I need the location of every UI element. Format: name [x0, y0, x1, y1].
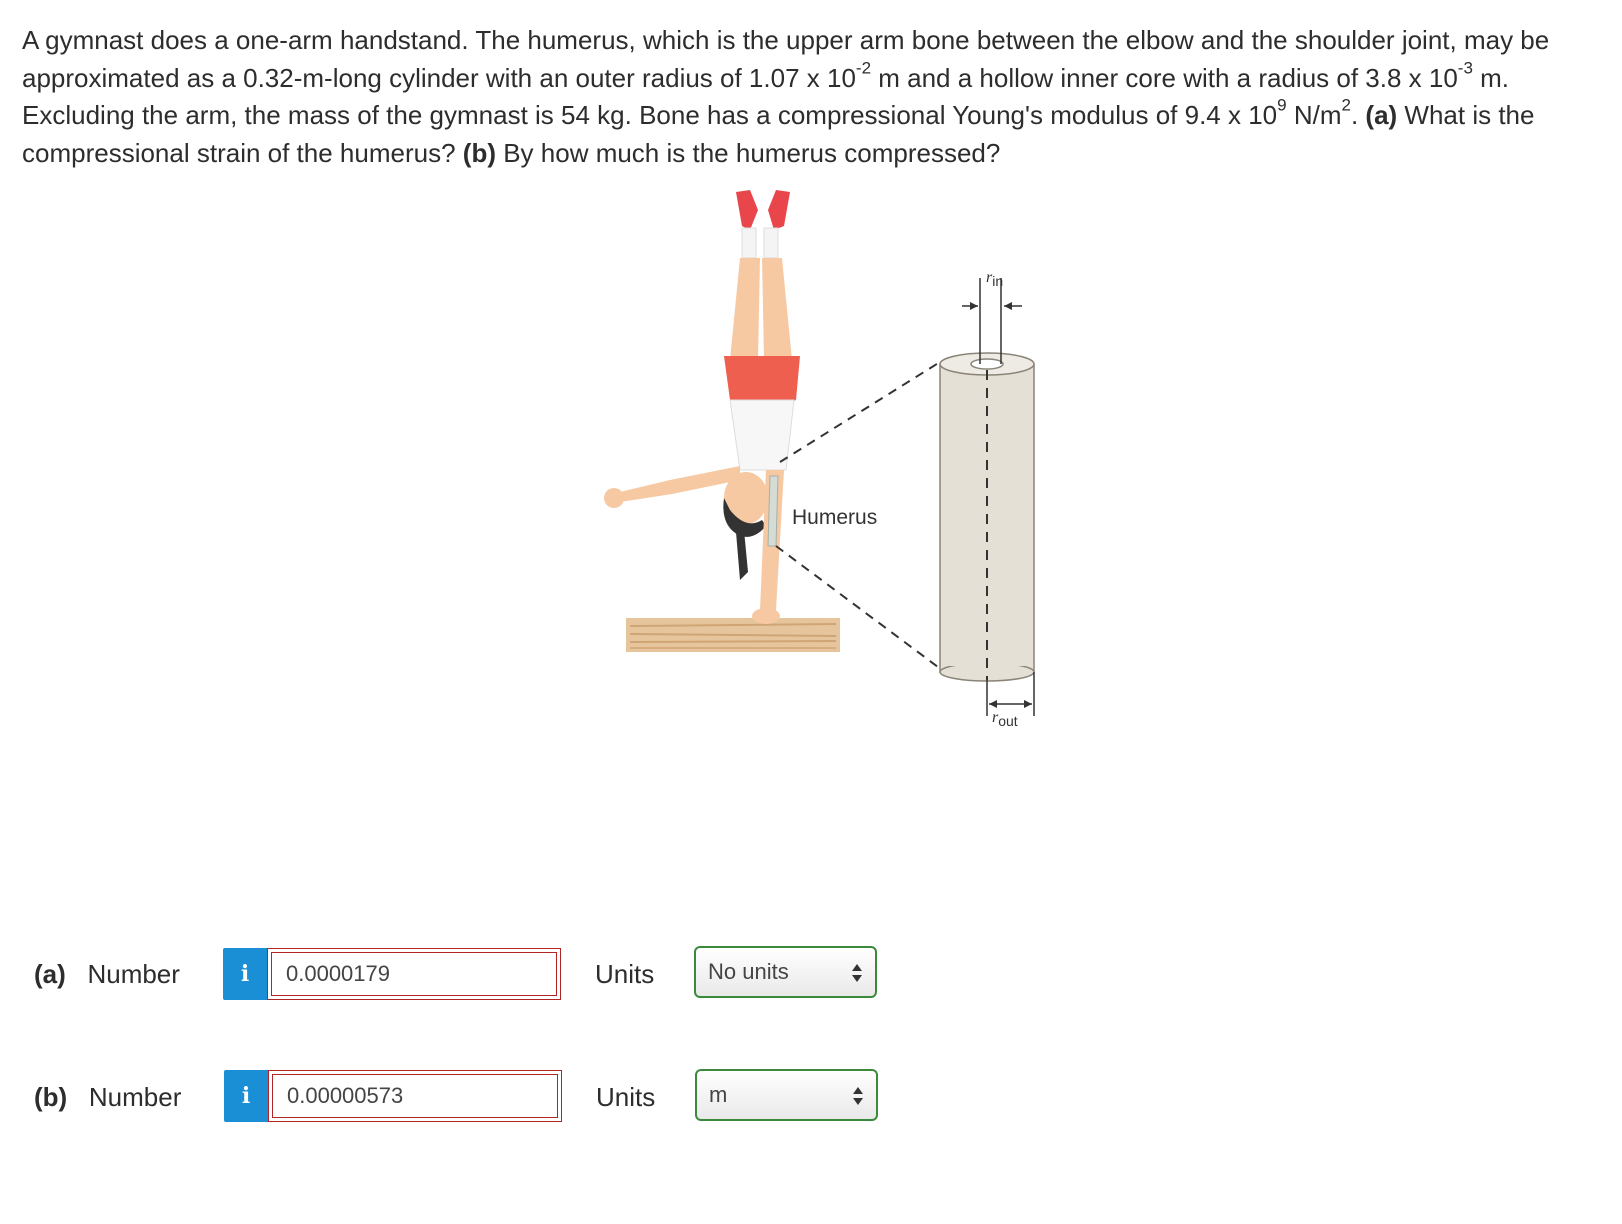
hollow-cylinder: [940, 353, 1034, 681]
gymnast: [604, 190, 800, 624]
info-icon-a[interactable]: i: [223, 948, 267, 1000]
part-a-number-label: (a) Number: [34, 959, 180, 989]
part-a-tag: (a): [1365, 100, 1398, 130]
gymnast-humerus-figure: [580, 180, 1100, 770]
units-label-b: Units: [596, 1082, 656, 1112]
up-down-arrows-icon: [851, 963, 863, 983]
r-out-label: rout: [992, 709, 1018, 729]
r-in-label: rin: [986, 269, 1004, 289]
units-select-b[interactable]: [695, 1069, 878, 1121]
info-icon-b[interactable]: i: [224, 1070, 268, 1122]
up-down-arrows-icon: [852, 1086, 864, 1106]
part-b-tag: (b): [462, 137, 496, 168]
units-select-a[interactable]: [694, 946, 877, 998]
units-select-b-value: m: [709, 1082, 728, 1107]
part-b-number-label: (b) Number: [34, 1082, 182, 1112]
answer-input-a[interactable]: 0.0000179: [267, 948, 561, 1000]
answer-input-b[interactable]: 0.00000573: [268, 1070, 562, 1122]
units-select-a-value: No units: [708, 959, 789, 984]
humerus-label: Humerus: [792, 506, 878, 529]
balance-beam: [626, 618, 840, 652]
units-label-a: Units: [595, 959, 655, 989]
question-text: A gymnast does a one-arm handstand. The humerus, which is the upper arm bone between the elbow and the shoulder joint, may be approximated as a 0.32-m-long cylinder with an outer radius of 1.07 x $10^{-2}$ m and a hollow inner core with a radius of 3.8 x $10^{-3}$ m. Excluding the arm, the mass of the gymnast is 54 kg. Bone has a compressional Young's modulus of 9.4 x $10^9$ $N/m^2$. (a) What is the compressional strain of the humerus? (b) By how much is the humerus compressed?: [22, 25, 1550, 168]
